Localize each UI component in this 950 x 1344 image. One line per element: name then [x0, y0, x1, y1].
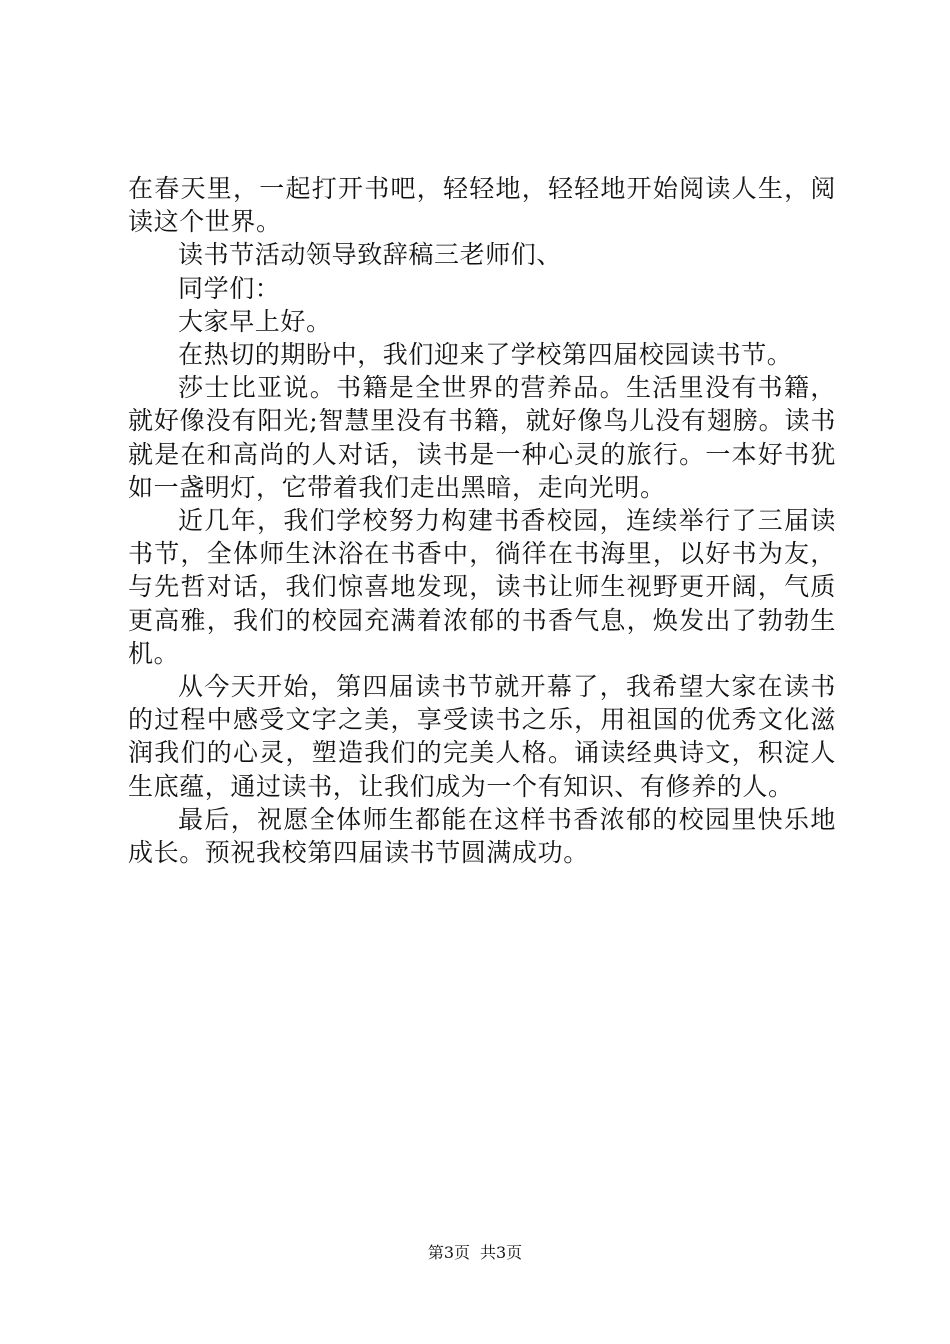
paragraph-heading: 读书节活动领导致辞稿三老师们、	[178, 240, 563, 270]
paragraph-salutation: 同学们：	[178, 273, 281, 303]
paragraph-continuation: 在春天里，一起打开书吧，轻轻地，轻轻地开始阅读人生，阅读这个世界。	[128, 174, 836, 237]
page-total: 共3页	[480, 1243, 523, 1262]
paragraph-hope: 从今天开始，第四届读书节就开幕了，我希望大家在读书的过程中感受文字之美，享受读书之乐，用祖国的优秀文化滋润我们的心灵，塑造我们的完美人格。诵读经典诗文，积淀人生底蕴，通过读书，让我们成为一个有知识、有修养的人。	[128, 672, 836, 801]
paragraph-quote: 莎士比亚说。书籍是全世界的营养品。生活里没有书籍，就好像没有阳光;智慧里没有书籍，就好像鸟儿没有翅膀。读书就是在和高尚的人对话，读书是一种心灵的旅行。一本好书犹如一盏明灯，它带着我们走出黑暗，走向光明。	[128, 373, 836, 502]
paragraph-opening: 在热切的期盼中，我们迎来了学校第四届校园读书节。	[178, 340, 793, 370]
document-body	[128, 172, 836, 869]
paragraph-greeting: 大家早上好。	[178, 306, 332, 336]
paragraph-closing: 最后，祝愿全体师生都能在这样书香浓郁的校园里快乐地成长。预祝我校第四届读书节圆满成功。	[128, 804, 836, 868]
page-footer	[0, 1243, 950, 1263]
page-number: 第3页	[427, 1243, 470, 1262]
paragraph-history: 近几年，我们学校努力构建书香校园，连续举行了三届读书节，全体师生沐浴在书香中，徜徉在书海里，以好书为友，与先哲对话，我们惊喜地发现，读书让师生视野更开阔，气质更高雅，我们的校园充满着浓郁的书香气息，焕发出了勃勃生机。	[128, 506, 836, 668]
